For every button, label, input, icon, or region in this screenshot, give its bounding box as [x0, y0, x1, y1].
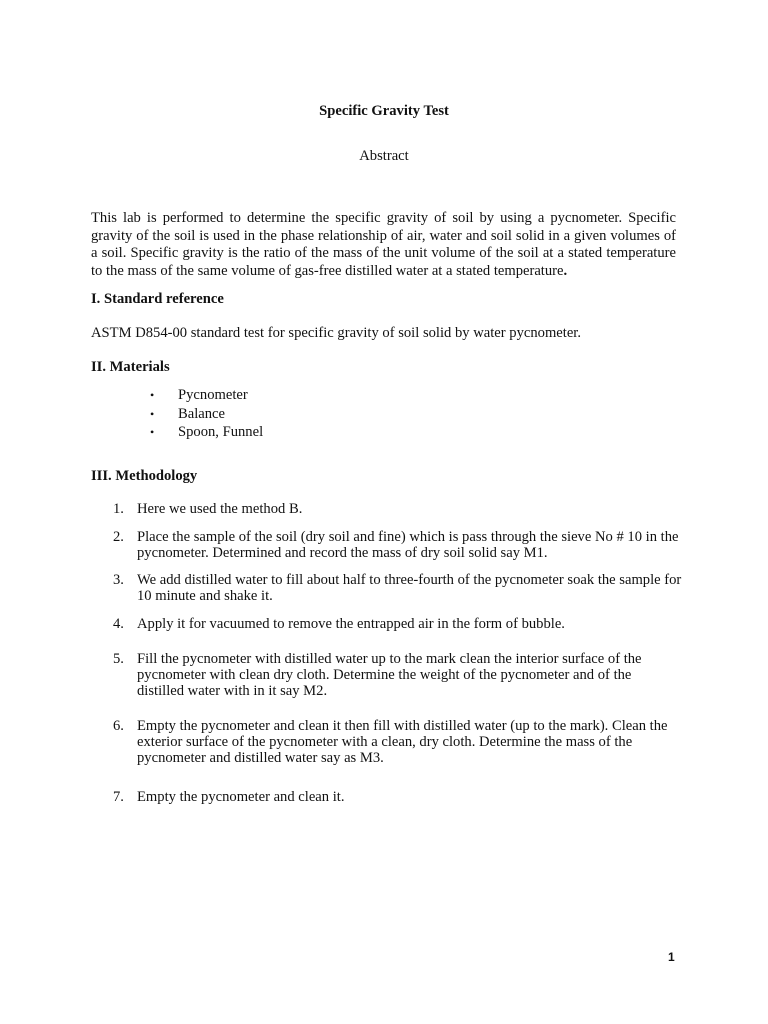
list-item	[150, 406, 263, 425]
section-heading-methodology: III. Methodology	[91, 468, 198, 484]
step-number: 3.	[113, 572, 124, 588]
material-item-text: Pycnometer	[178, 387, 248, 403]
step-number: 7.	[113, 789, 124, 805]
step-text: Place the sample of the soil (dry soil and fine) which is pass through the sieve No # 10 in the pycnometer. Determined and record the mass of dry soil solid say M1.	[137, 529, 679, 561]
bullet-icon: •	[150, 425, 155, 439]
step-text: Empty the pycnometer and clean it then fill with distilled water (up to the mark). Clean the exterior surface of the pycnometer with a clean, dry cloth. Determine the mass of the pycnometer and distilled water say as M3.	[137, 718, 668, 766]
abstract-paragraph	[91, 210, 676, 280]
step-number: 4.	[113, 616, 124, 632]
step-text: Fill the pycnometer with distilled water up to the mark clean the interior surface of the pycnometer with clean dry cloth. Determine the weight of the pycnometer and of the distilled water with in it say M2.	[137, 651, 642, 699]
list-item	[150, 424, 263, 443]
abstract-end-mark: .	[563, 262, 568, 279]
page-number: 1	[668, 950, 675, 964]
material-item-text: Spoon, Funnel	[178, 424, 264, 440]
section-heading-standard-reference: I. Standard reference	[91, 291, 224, 307]
standard-reference-text: ASTM D854-00 standard test for specific gravity of soil solid by water pycnometer.	[91, 325, 582, 341]
step-text: Apply it for vacuumed to remove the entrapped air in the form of bubble.	[137, 616, 565, 632]
material-item-text: Balance	[178, 405, 225, 422]
step-text: Here we used the method B.	[137, 501, 303, 517]
step-number: 2.	[113, 529, 124, 545]
step-number: 6.	[113, 718, 124, 734]
abstract-heading: Abstract	[359, 148, 409, 164]
step-number: 1.	[113, 501, 124, 517]
section-heading-materials: II. Materials	[91, 359, 170, 375]
step-number: 5.	[113, 651, 124, 667]
bullet-icon: •	[150, 406, 155, 421]
list-item	[150, 387, 263, 406]
step-text: Empty the pycnometer and clean it.	[137, 789, 345, 805]
bullet-icon: •	[150, 388, 155, 402]
materials-list	[150, 387, 263, 443]
step-text: We add distilled water to fill about half to three-fourth of the pycnometer soak the sample for 10 minute and shake it.	[137, 572, 682, 604]
abstract-text: This lab is performed to determine the specific gravity of soil by using a pycnometer. Specific gravity of the soil is used in the phase relationship of air, water and soil solid in a given volumes of a soil. Specific gravity is the ratio of the mass of the unit volume of the soil at a stated temperature to the mass of the same volume of gas-free distilled water at a stated temperature	[91, 210, 676, 279]
document-title: Specific Gravity Test	[319, 103, 449, 119]
